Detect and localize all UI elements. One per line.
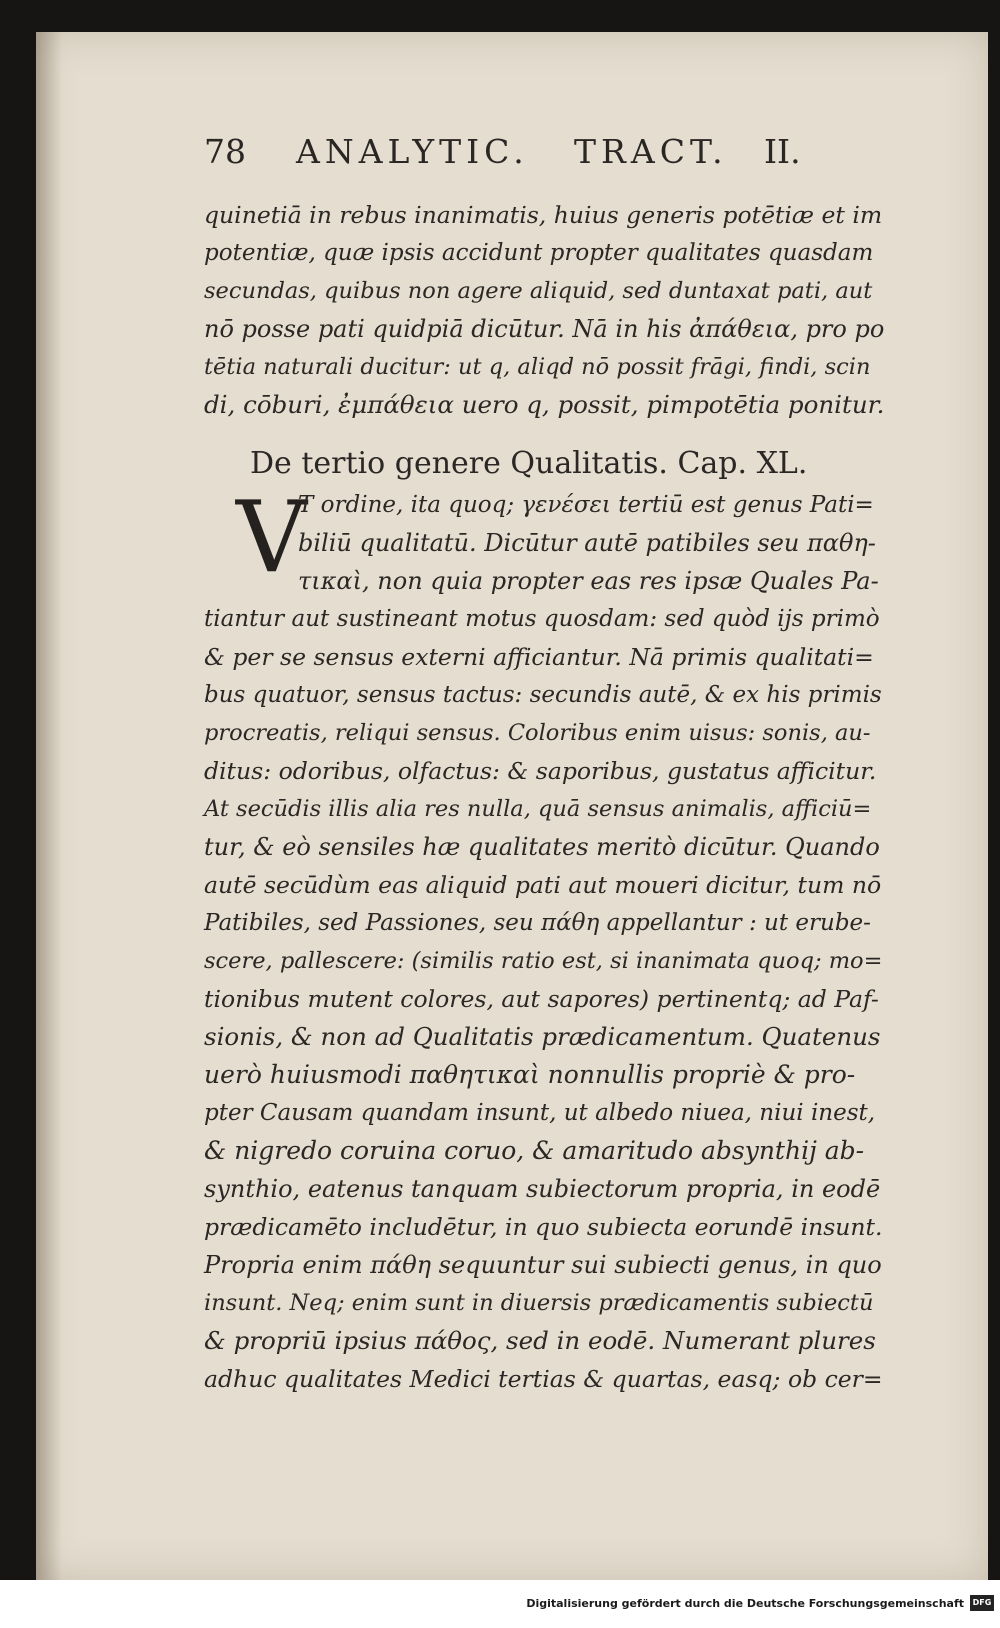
running-header — [204, 132, 864, 174]
funding-credit: Digitalisierung gefördert durch die Deutsche Forschungsgemeinschaft — [526, 1597, 964, 1610]
text-line: ditus: odoribus, olfactus: & saporibus, gustatus afficitur. — [204, 757, 877, 785]
text-line: scere, pallescere: (similis ratio est, si inanimata quoq; mo= — [204, 948, 883, 974]
page-gutter-shadow — [36, 32, 62, 1580]
text-line: nō posse pati quidpiā dicūtur. Nā in his ἀπάθεια, pro po — [204, 315, 885, 343]
dfg-logo: DFG — [970, 1595, 994, 1611]
text-line: synthio, eatenus tanquam subiectorum propria, in eodē — [204, 1175, 881, 1203]
text-line: & nigredo coruina coruo, & amaritudo absynthij ab- — [204, 1136, 865, 1165]
text-line: tiantur aut sustineant motus quosdam: sed quòd ijs primò — [204, 606, 880, 632]
text-line: & per se sensus externi afficiantur. Nā primis qualitati= — [204, 643, 874, 671]
running-title-part-1: ANALYTIC. — [296, 132, 529, 171]
text-line: sionis, & non ad Qualitatis prædicamentum. Quatenus — [204, 1022, 881, 1051]
text-line: prædicamēto includētur, in quo subiecta eorundē insunt. — [204, 1213, 883, 1241]
page-number: 78 — [204, 132, 246, 171]
text-line: di, cōburi, ἐμπάθεια uero q, possit, pimpotētia ponitur. — [204, 390, 885, 419]
text-line: τικαὶ, non quia propter eas res ipsæ Quales Pa- — [298, 567, 879, 595]
text-line: tionibus mutent colores, aut sapores) pertinentq; ad Paf- — [204, 985, 879, 1013]
text-line: potentiæ, quæ ipsis accidunt propter qualitates quasdam — [204, 240, 874, 266]
text-line: & propriū ipsius πάθος, sed in eodē. Numerant plures — [204, 1326, 876, 1355]
text-line: procreatis, reliqui sensus. Coloribus enim uisus: sonis, au- — [204, 720, 871, 746]
text-line: tētia naturali ducitur: ut q, aliqd nō possit frāgi, findi, scin — [204, 354, 871, 380]
text-line: secundas, quibus non agere aliquid, sed duntaxat pati, aut — [204, 278, 873, 304]
text-line: At secūdis illis alia res nulla, quā sensus animalis, afficiū= — [204, 796, 872, 822]
drop-cap: V — [236, 481, 307, 595]
text-line: adhuc qualitates Medici tertias & quartas, easq; ob cer= — [204, 1365, 883, 1393]
text-line: Patibiles, sed Passiones, seu πάθη appellantur : ut erube- — [204, 910, 871, 936]
text-line: quinetiā in rebus inanimatis, huius generis potētiæ et im — [204, 201, 883, 229]
text-line: T ordine, ita quoq; γενέσει tertiū est genus Pati= — [298, 492, 874, 518]
running-title-part-3: II. — [764, 132, 801, 171]
text-line: uerò huiusmodi παθητικαὶ nonnullis propriè & pro- — [204, 1060, 856, 1089]
chapter-heading: De tertio genere Qualitatis. Cap. XL. — [250, 446, 808, 481]
text-line: bus quatuor, sensus tactus: secundis autē, & ex his primis — [204, 682, 882, 708]
text-line: insunt. Neq; enim sunt in diuersis prædicamentis subiectū — [204, 1290, 874, 1316]
text-line: tur, & eò sensiles hæ qualitates meritò dicūtur. Quando — [204, 833, 880, 861]
running-title-part-2: TRACT. — [574, 132, 728, 171]
text-line: autē secūdùm eas aliquid pati aut moueri dicitur, tum nō — [204, 871, 882, 899]
text-line: pter Causam quandam insunt, ut albedo niuea, niui inest, — [204, 1100, 876, 1126]
text-line: Propria enim πάθη sequuntur sui subiecti genus, in quo — [204, 1251, 882, 1279]
text-line: biliū qualitatū. Dicūtur autē patibiles seu παθη- — [298, 529, 876, 557]
footer-bar — [0, 1580, 1000, 1628]
